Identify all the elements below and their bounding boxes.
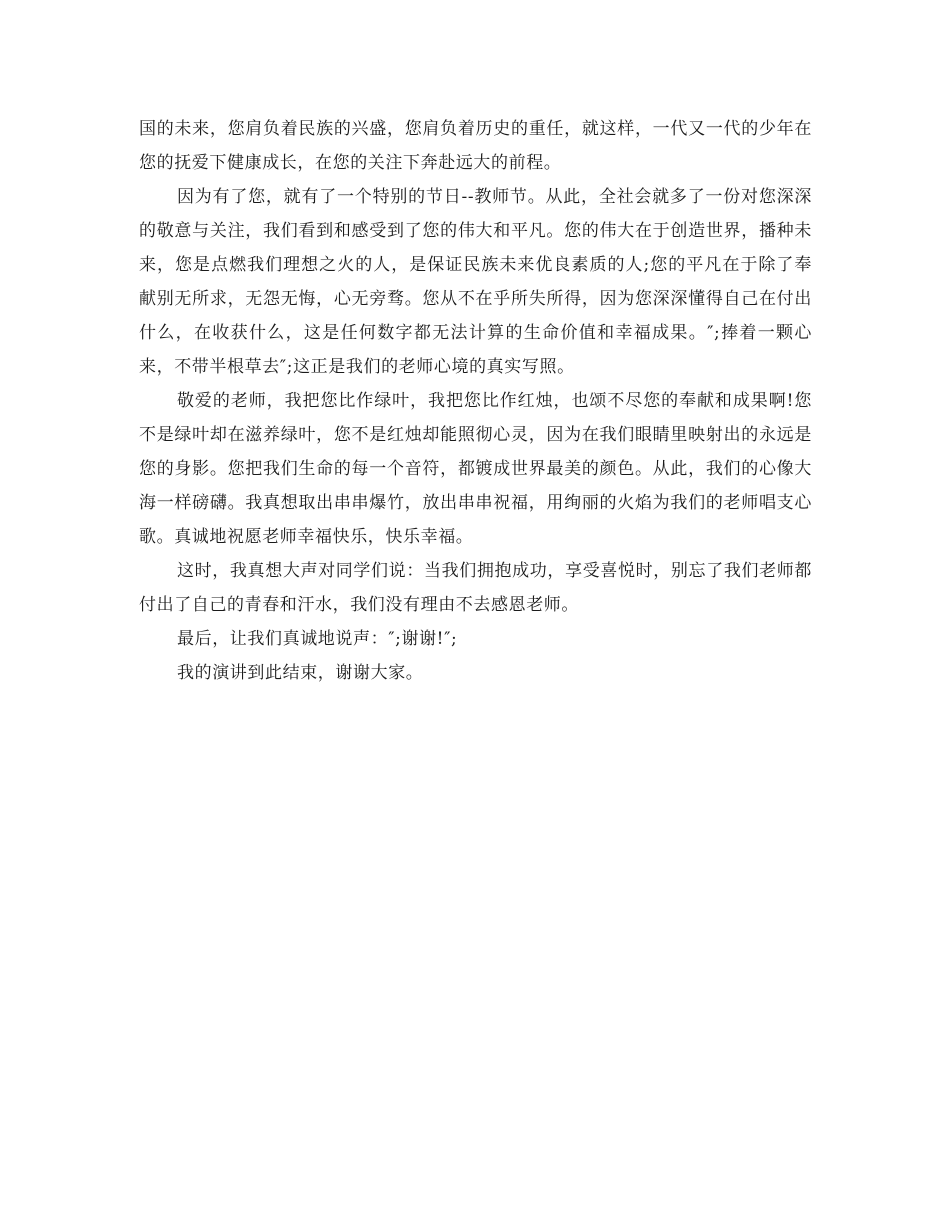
paragraph-thanks: 最后，让我们真诚地说声：″;谢谢!″; — [177, 629, 458, 649]
paragraph-green-leaf-red-candle: 敬爱的老师，我把您比作绿叶，我把您比作红烛，也颂不尽您的奉献和成果啊!您不是绿叶却在滋养绿叶，您不是红烛却能照彻心灵，因为在我们眼睛里映射出的永远是您的身影。您把我们生命的每一个音符，都镀成世界最美的颜色。从此，我们的心像大海一样磅礴。我真想取出串串爆竹，放出串串祝福，用绚丽的火焰为我们的老师唱支心歌。真诚地祝愿老师幸福快乐，快乐幸福。 — [139, 391, 812, 547]
paragraph-classmates: 这时，我真想大声对同学们说：当我们拥抱成功，享受喜悦时，别忘了我们老师都付出了自己的青春和汗水，我们没有理由不去感恩老师。 — [139, 561, 812, 615]
paragraph-continued: 国的未来，您肩负着民族的兴盛，您肩负着历史的重任，就这样，一代又一代的少年在您的抚爱下健康成长，在您的关注下奔赴远大的前程。 — [139, 119, 812, 173]
document-body — [139, 112, 812, 690]
paragraph-closing: 我的演讲到此结束，谢谢大家。 — [177, 663, 424, 683]
paragraph-teachers-day: 因为有了您，就有了一个特别的节日--教师节。从此，全社会就多了一份对您深深的敬意与关注，我们看到和感受到了您的伟大和平凡。您的伟大在于创造世界，播种未来，您是点燃我们理想之火的人，是保证民族未来优良素质的人;您的平凡在于除了奉献别无所求，无怨无悔，心无旁骛。您从不在乎所失所得，因为您深深懂得自己在付出什么，在收获什么，这是任何数字都无法计算的生命价值和幸福成果。″;捧着一颗心来，不带半根草去″;这正是我们的老师心境的真实写照。 — [139, 187, 812, 377]
